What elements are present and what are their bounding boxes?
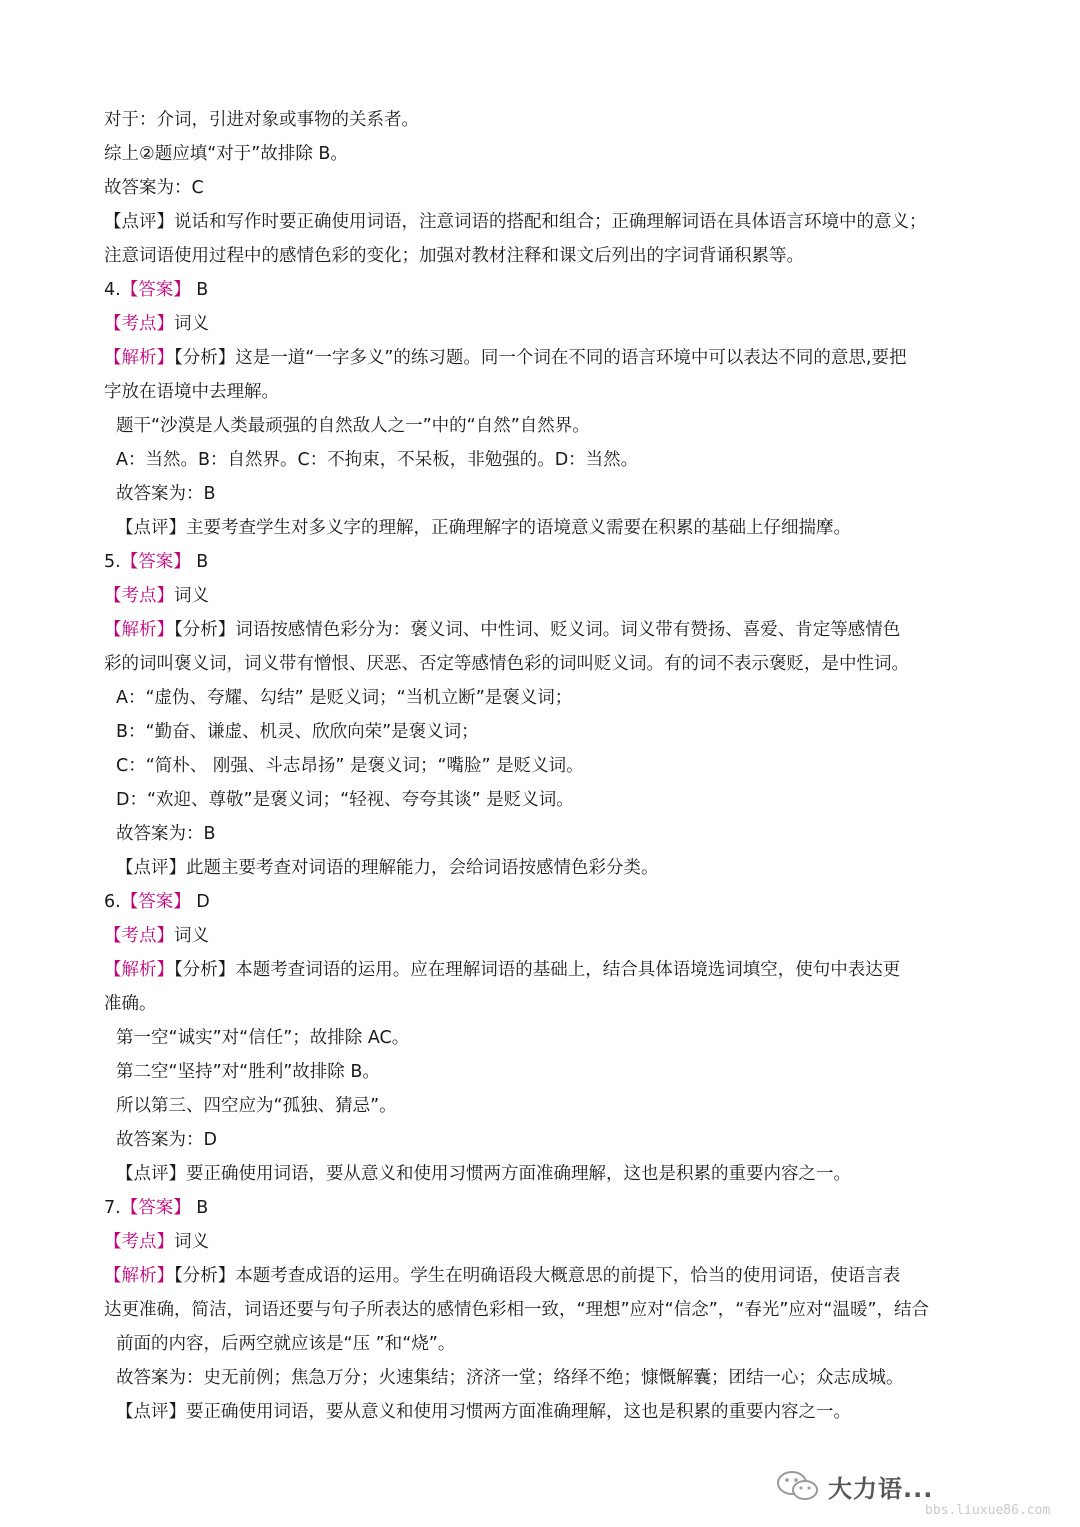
- section-tag: 【答案】: [120, 552, 191, 572]
- section-tag: 【考点】: [104, 926, 174, 946]
- text-line: 【考点】词义: [104, 1232, 209, 1252]
- section-tag: 【解析】: [104, 348, 174, 368]
- section-tag: 【答案】: [120, 280, 191, 300]
- text-line: D：“欢迎、尊敬”是褒义词；“轻视、夸夸其谈” 是贬义词。: [116, 790, 574, 810]
- wechat-icon: [776, 1469, 820, 1503]
- watermark-url: bbs.liuxue86.com: [925, 1503, 1051, 1518]
- text-line: 【解析】【分析】这是一道“一字多义”的练习题。同一个词在不同的语言环境中可以表达不同的意思,要把: [104, 348, 907, 368]
- text-line: 【考点】词义: [104, 586, 209, 606]
- text-line: 达更准确，简洁，词语还要与句子所表达的感情色彩相一致，“理想”应对“信念”，“春光”应对“温暖”，结合: [104, 1300, 930, 1320]
- section-tag: 【考点】: [104, 1232, 174, 1252]
- text-line: 【点评】要正确使用词语，要从意义和使用习惯两方面准确理解，这也是积累的重要内容之一。: [116, 1164, 851, 1184]
- text-line: 【考点】词义: [104, 314, 209, 334]
- text-line: C：“简朴、 刚强、斗志昂扬” 是褒义词；“嘴脸” 是贬义词。: [116, 756, 584, 776]
- text-line: 6.【答案】 D: [104, 892, 210, 912]
- section-tag: 【答案】: [120, 892, 191, 912]
- text-line: 注意词语使用过程中的感情色彩的变化；加强对教材注释和课文后列出的字词背诵积累等。: [104, 246, 804, 266]
- text-line: 【点评】说话和写作时要正确使用词语，注意词语的搭配和组合；正确理解词语在具体语言环境中的意义；: [104, 212, 927, 232]
- text-line: A：“虚伪、夸耀、勾结” 是贬义词；“当机立断”是褒义词；: [116, 688, 573, 708]
- text-line: 【解析】【分析】本题考查词语的运用。应在理解词语的基础上，结合具体语境选词填空，使句中表达更: [104, 960, 901, 980]
- section-tag: 【解析】: [104, 1266, 174, 1286]
- text-line: 【点评】此题主要考查对词语的理解能力，会给词语按感情色彩分类。: [116, 858, 659, 878]
- text-line: 前面的内容，后两空就应该是“压 ”和“烧”。: [116, 1334, 456, 1354]
- text-line: 第一空“诚实”对“信任”；故排除 AC。: [116, 1028, 410, 1048]
- text-line: 故答案为：史无前例；焦急万分；火速集结；济济一堂；络绎不绝；慷慨解囊；团结一心；众志成城。: [116, 1368, 904, 1388]
- text-line: 5.【答案】 B: [104, 552, 209, 572]
- section-tag: 【考点】: [104, 314, 174, 334]
- section-tag: 【解析】: [104, 960, 174, 980]
- section-tag: 【解析】: [104, 620, 174, 640]
- text-line: 所以第三、四空应为“孤独、猜忌”。: [116, 1096, 397, 1116]
- text-line: 字放在语境中去理解。: [104, 382, 279, 402]
- text-line: 题干“沙漠是人类最顽强的自然敌人之一”中的“自然”自然界。: [116, 416, 590, 436]
- text-line: 【考点】词义: [104, 926, 209, 946]
- text-line: 综上②题应填“对于”故排除 B。: [104, 144, 348, 164]
- watermark: [776, 1466, 933, 1506]
- text-line: 对于：介词，引进对象或事物的关系者。: [104, 110, 419, 130]
- text-line: 4.【答案】 B: [104, 280, 209, 300]
- text-line: 【点评】要正确使用词语，要从意义和使用习惯两方面准确理解，这也是积累的重要内容之一。: [116, 1402, 851, 1422]
- text-line: 故答案为：B: [116, 484, 216, 504]
- watermark-text: 大力语...: [828, 1474, 934, 1503]
- text-line: A：当然。B：自然界。C：不拘束，不呆板，非勉强的。D：当然。: [116, 450, 639, 470]
- section-tag: 【答案】: [120, 1198, 191, 1218]
- text-line: 故答案为：D: [116, 1130, 217, 1150]
- text-line: 【点评】主要考查学生对多义字的理解，正确理解字的语境意义需要在积累的基础上仔细揣摩。: [116, 518, 851, 538]
- text-line: B：“勤奋、谦虚、机灵、欣欣向荣”是褒义词；: [116, 722, 479, 742]
- text-line: 故答案为：C: [104, 178, 204, 198]
- section-tag: 【考点】: [104, 586, 174, 606]
- text-line: 【解析】【分析】词语按感情色彩分为：褒义词、中性词、贬义词。词义带有赞扬、喜爱、肯定等感情色: [104, 620, 901, 640]
- text-line: 第二空“坚持”对“胜利”故排除 B。: [116, 1062, 380, 1082]
- text-line: 7.【答案】 B: [104, 1198, 209, 1218]
- text-line: 故答案为：B: [116, 824, 216, 844]
- text-line: 彩的词叫褒义词，词义带有憎恨、厌恶、否定等感情色彩的词叫贬义词。有的词不表示褒贬，是中性词。: [104, 654, 909, 674]
- text-line: 【解析】【分析】本题考查成语的运用。学生在明确语段大概意思的前提下，恰当的使用词语，使语言表: [104, 1266, 901, 1286]
- text-line: 准确。: [104, 994, 157, 1014]
